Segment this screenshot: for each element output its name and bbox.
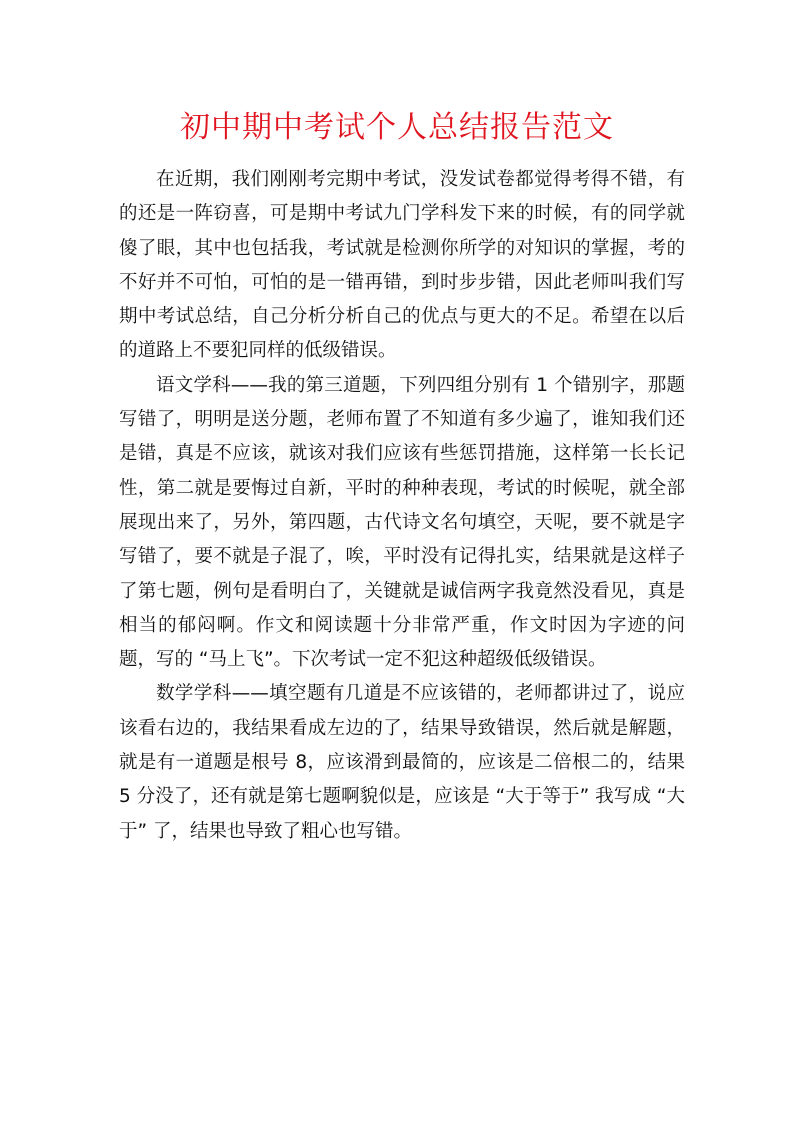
paragraph-math-subject: 数学学科——填空题有几道是不应该错的，老师都讲过了，说应该看右边的，我结果看成左边的了，结果导致错误，然后就是解题，就是有一道题是根号 8，应该滑到最简的，应该是二倍根二的，结果 5 分没了，还有就是第七题啊貌似是，应该是 “大于等于” 我写成 “大于” 了，结果也导致了粗心也写错。 [119,683,685,842]
paragraph-intro: 在近期，我们刚刚考完期中考试，没发试卷都觉得考得不错，有的还是一阵窃喜，可是期中考试九门学科发下来的时候，有的同学就傻了眼，其中也包括我，考试就是检测你所学的对知识的掌握，考的不好并不可怕，可怕的是一错再错，到时步步错，因此老师叫我们写期中考试总结，自己分析分析自己的优点与更大的不足。希望在以后的道路上不要犯同样的低级错误。 [119,169,685,362]
document-body [119,163,685,849]
paragraph-chinese-subject: 语文学科——我的第三道题，下列四组分别有 1 个错别字，那题写错了，明明是送分题，老师布置了不知道有多少遍了，谁知我们还是错，真是不应该，就该对我们应该有些惩罚措施，这样第一长长记性，第二就是要悔过自新，平时的种种表现，考试的时候呢，就全部展现出来了，另外，第四题，古代诗文名句填空，天呢，要不就是字写错了，要不就是子混了，唉，平时没有记得扎实，结果就是这样子了第七题，例句是看明白了，关键就是诚信两字我竟然没看见，真是相当的郁闷啊。作文和阅读题十分非常严重，作文时因为字迹的问题，写的 “马上飞”。下次考试一定不犯这种超级低级错误。 [119,374,685,671]
document-title: 初中期中考试个人总结报告范文 [180,110,614,145]
